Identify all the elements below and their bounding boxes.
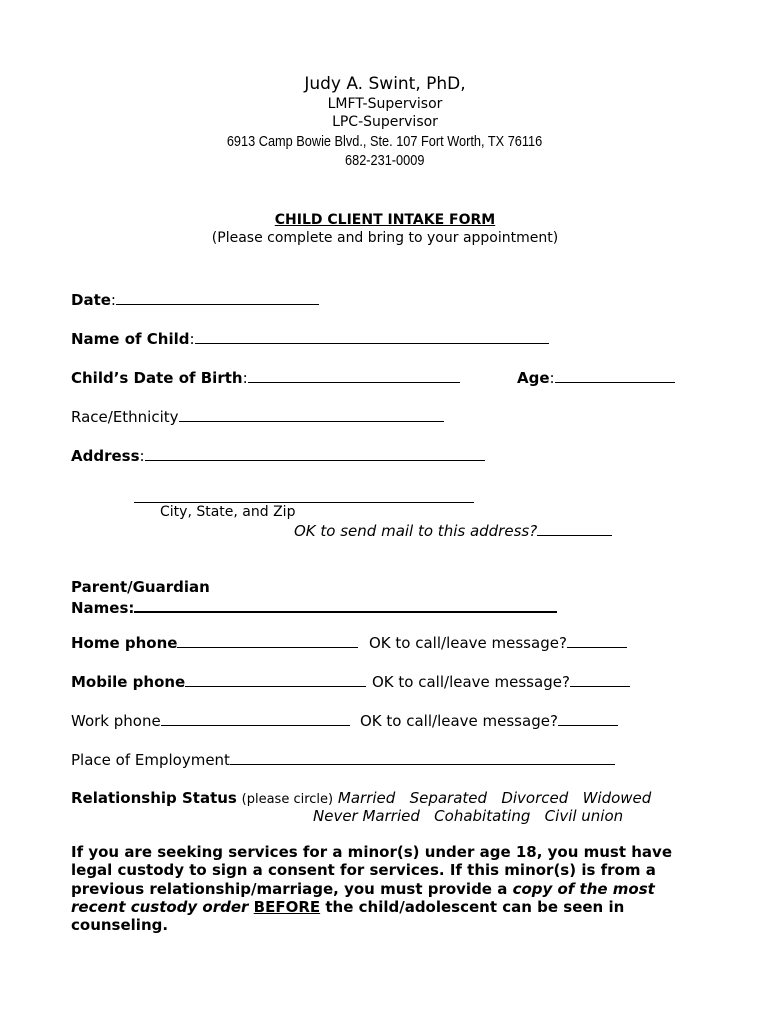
age-label: Age — [517, 369, 550, 387]
work-ok-row — [360, 711, 618, 730]
work-ok-label: OK to call/leave message? — [360, 712, 558, 730]
address-row: Address: — [71, 446, 485, 465]
date-row: Date: — [71, 290, 319, 309]
work-phone-label: Work phone — [71, 712, 161, 730]
relationship-row — [71, 789, 651, 807]
employment-input-line[interactable] — [230, 750, 615, 765]
office-phone: 682-231-0009 — [345, 152, 425, 169]
custody-notice: If you are seeking services for a minor(s) under age 18, you must have legal custody to sign a consent for services. If this minor(s) is from a previous relationship/marriage, you must provide a copy of the most recent custody order BEFORE the child/adolescent can be seen in counseling. — [71, 843, 673, 935]
form-subtitle: (Please complete and bring to your appointment) — [211, 230, 559, 246]
child-name-label: Name of Child — [71, 330, 190, 348]
home-ok-row — [369, 633, 627, 652]
work-ok-input-line[interactable] — [558, 711, 618, 726]
dob-label: Child’s Date of Birth — [71, 369, 243, 387]
home-ok-input-line[interactable] — [567, 633, 627, 648]
mobile-ok-row — [372, 672, 630, 691]
race-input-line[interactable] — [179, 407, 444, 422]
relationship-options-1[interactable]: Married Separated Divorced Widowed — [337, 789, 652, 807]
mobile-ok-label: OK to call/leave message? — [372, 673, 570, 691]
address-input-line[interactable] — [145, 446, 485, 461]
work-phone-input-line[interactable] — [161, 711, 350, 726]
child-name-row: Name of Child: — [71, 329, 549, 348]
credential-lpc: LPC-Supervisor — [332, 114, 438, 130]
dob-row: Child’s Date of Birth: — [71, 368, 460, 387]
race-label: Race/Ethnicity — [71, 408, 179, 426]
age-row: Age: — [517, 368, 675, 387]
date-label: Date — [71, 291, 111, 309]
relationship-label: Relationship Status — [71, 789, 237, 807]
before-emphasis: BEFORE — [253, 897, 321, 916]
address-label: Address — [71, 447, 140, 465]
home-phone-input-line[interactable] — [177, 633, 358, 648]
parent-names-input-line[interactable] — [134, 597, 557, 613]
mobile-phone-label: Mobile phone — [71, 673, 186, 691]
relationship-hint: (please circle) — [241, 792, 334, 807]
age-input-line[interactable] — [555, 368, 675, 383]
ok-mail-input-line[interactable] — [537, 521, 612, 536]
home-phone-row — [71, 633, 358, 652]
office-address: 6913 Camp Bowie Blvd., Ste. 107 Fort Worth, TX 76116 — [227, 133, 543, 150]
relationship-options-2[interactable]: Never Married Cohabitating Civil union — [313, 807, 624, 825]
ok-mail-label: OK to send mail to this address? — [294, 522, 538, 540]
parent-label-2: Names: — [71, 599, 135, 617]
ok-mail-row — [294, 521, 612, 540]
parent-row — [71, 597, 557, 617]
provider-name: Judy A. Swint, PhD, — [304, 74, 466, 94]
home-phone-label: Home phone — [71, 634, 178, 652]
employment-row — [71, 750, 615, 769]
mobile-phone-input-line[interactable] — [185, 672, 366, 687]
city-state-zip-label: City, State, and Zip — [160, 504, 296, 520]
employment-label: Place of Employment — [71, 751, 230, 769]
form-title: CHILD CLIENT INTAKE FORM — [274, 212, 496, 228]
work-phone-row — [71, 711, 350, 730]
home-ok-label: OK to call/leave message? — [369, 634, 567, 652]
custody-order-emphasis: copy of the most recent custody order — [71, 879, 655, 916]
child-name-input-line[interactable] — [195, 329, 549, 344]
dob-input-line[interactable] — [248, 368, 460, 383]
race-row — [71, 407, 444, 426]
mobile-phone-row — [71, 672, 366, 691]
date-input-line[interactable] — [116, 290, 319, 305]
parent-label-1: Parent/Guardian — [71, 578, 210, 596]
address-line-2[interactable] — [134, 488, 474, 503]
mobile-ok-input-line[interactable] — [570, 672, 630, 687]
credential-lmft: LMFT-Supervisor — [327, 96, 443, 112]
